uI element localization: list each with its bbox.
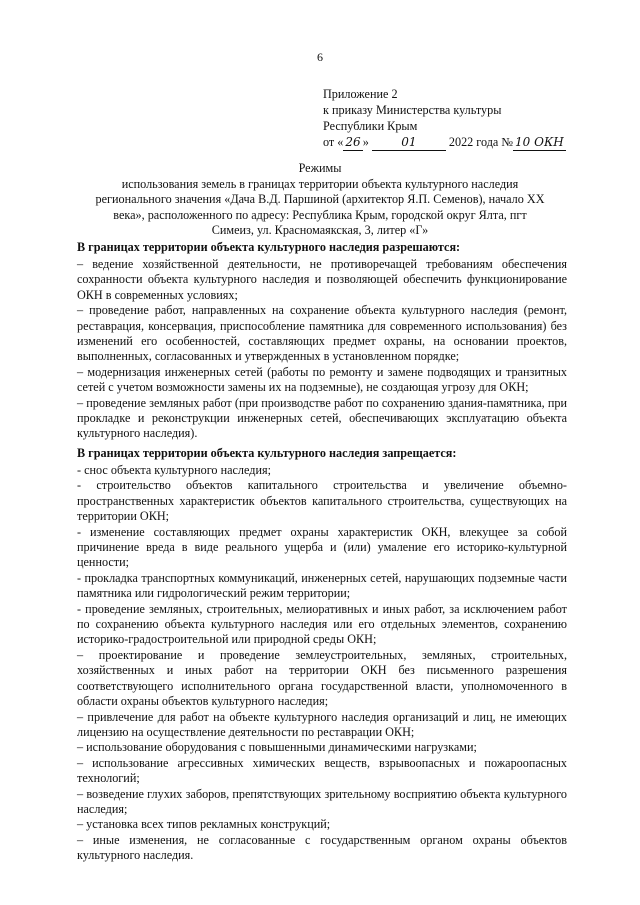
handwritten-order-number: 10 ОКН	[515, 135, 564, 149]
document-title: Режимы	[298, 161, 342, 175]
allowed-section	[77, 239, 567, 442]
date-year-number-label: 2022 года №	[448, 135, 514, 149]
appendix-line-2: к приказу Министерства культуры	[323, 103, 502, 117]
prohibited-section	[77, 445, 567, 864]
prohibited-item: - снос объекта культурного наследия;	[77, 463, 271, 477]
appendix-header	[323, 86, 623, 151]
document-subtitle: использования земель в границах территории объекта культурного наследия регионального значения «Дача В.Д. Паршиной (архитектор Я.П. Семенов), начало XX века», расположенного по адресу: Республика Крым, городской округ Ялта, пгт Симеиз, ул. Красномаякская, 3, литер «Г»	[95, 177, 545, 238]
appendix-line-3: Республики Крым	[323, 119, 418, 133]
allowed-item: – проведение земляных работ (при производстве работ по сохранению здания-памятника, при прокладке и реконструкции инженерных сетей, обеспечивающих эксплуатацию объекта культурного наследия).	[77, 395, 567, 441]
handwritten-month: 01	[372, 134, 446, 151]
prohibited-item: - проведение земляных, строительных, мелиоративных и иных работ, за исключением работ по сохранению объекта культурного наследия или его отдельных элементов, сохранению историко-градостроительной или природной среды ОКН;	[77, 601, 567, 647]
date-mid: »	[362, 135, 369, 149]
prohibited-item: – привлечение для работ на объекте культурного наследия организаций и лиц, не имеющих лицензию на осуществление деятельности по реставрации ОКН;	[77, 709, 567, 739]
allowed-item: – модернизация инженерных сетей (работы по ремонту и замене подводящих и транзитных сетей с учетом возможности замены их на подземные), не создающая угрозу для ОКН;	[77, 364, 567, 395]
prohibited-item: – возведение глухих заборов, препятствующих зрительному восприятию объекта культурного наследия;	[77, 786, 567, 816]
prohibited-heading: В границах территории объекта культурного наследия запрещается:	[77, 446, 457, 460]
allowed-item: – проведение работ, направленных на сохранение объекта культурного наследия (ремонт, реставрация, консервация, приспособление памятника для современного использования) без изменений его особенностей, составляющих предмет охраны, на основании проектов, выполненных, согласованных и утвержденных в установленном порядке;	[77, 303, 567, 364]
prohibited-item: – установка всех типов рекламных конструкций;	[77, 817, 331, 832]
prohibited-item: – иные изменения, не согласованные с государственным органом охраны объектов культурного наследия.	[77, 832, 567, 863]
appendix-line-1: Приложение 2	[323, 87, 398, 101]
date-prefix: от «	[323, 135, 344, 149]
handwritten-day: 26	[345, 135, 361, 149]
prohibited-item: - прокладка транспортных коммуникаций, инженерных сетей, нарушающих подземные части памятника или гидрологический режим территории;	[77, 570, 567, 601]
prohibited-item: - строительство объектов капитального строительства и увеличение объемно-пространственных характеристик объектов капитального строительства, существующих на территории ОКН;	[77, 478, 567, 524]
appendix-date-line	[323, 134, 623, 151]
page-number: 6	[317, 50, 323, 64]
allowed-heading: В границах территории объекта культурного наследия разрешаются:	[77, 240, 461, 254]
allowed-item: – ведение хозяйственной деятельности, не противоречащей требованиям обеспечения сохранности объекта культурного наследия и позволяющей обеспечить функционирование ОКН в современных условиях;	[77, 257, 567, 302]
prohibited-item: – проектирование и проведение землеустроительных, земляных, строительных, хозяйственных и иных работ на территории ОКН без письменного разрешения соответствующего исполнительного органа государственной власти, уполномоченного в области охраны объектов культурного наследия;	[77, 647, 567, 709]
prohibited-item: – использование агрессивных химических веществ, взрывоопасных и пожароопасных технологий;	[77, 755, 567, 786]
prohibited-item: - изменение составляющих предмет охраны характеристик ОКН, влекущее за собой причинение вреда в виде реального ущерба и (или) умаление его историко-культурной ценности;	[77, 524, 567, 570]
prohibited-item: – использование оборудования с повышенными динамическими нагрузками;	[77, 740, 477, 755]
